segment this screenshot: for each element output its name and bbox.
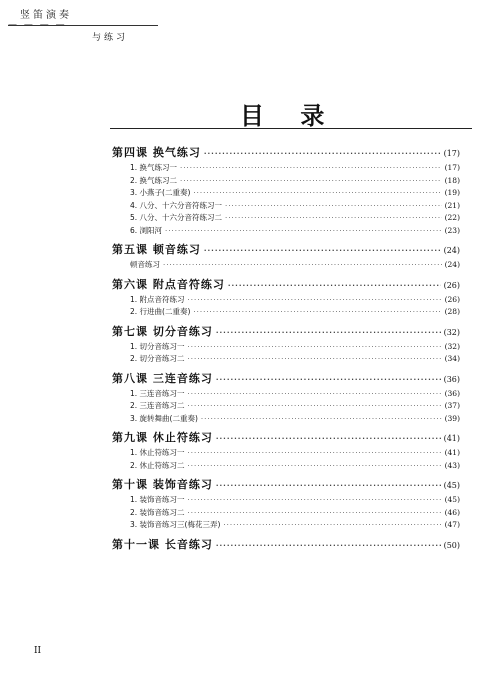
leader-dots bbox=[188, 449, 442, 457]
item-title: 3. 旋转舞曲(二重奏) bbox=[130, 413, 198, 423]
item-page: (45) bbox=[444, 495, 460, 504]
toc-item-entry bbox=[112, 494, 460, 507]
toc-item-entry bbox=[112, 162, 460, 175]
item-page: (41) bbox=[444, 448, 460, 457]
lesson-page: (36) bbox=[443, 374, 460, 384]
leader-dots bbox=[188, 343, 442, 351]
leader-dots bbox=[204, 150, 441, 158]
leader-dots bbox=[216, 482, 441, 490]
toc-item-entry bbox=[112, 212, 460, 225]
toc-lesson-entry bbox=[112, 276, 460, 290]
item-page: (17) bbox=[444, 163, 460, 172]
toc-item-entry bbox=[112, 187, 460, 200]
toc-item-entry bbox=[112, 294, 460, 307]
lesson-title: 第八课 三连音练习 bbox=[112, 371, 213, 384]
header-dashes: — — — — bbox=[8, 20, 67, 30]
item-page: (37) bbox=[444, 401, 460, 410]
leader-dots bbox=[193, 308, 441, 316]
toc-lesson-entry bbox=[112, 476, 460, 490]
lesson-page: (32) bbox=[443, 327, 460, 337]
leader-dots bbox=[225, 202, 442, 210]
leader-dots bbox=[188, 509, 442, 517]
lesson-page: (50) bbox=[443, 540, 460, 550]
leader-dots bbox=[188, 462, 442, 470]
leader-dots bbox=[204, 247, 441, 255]
leader-dots bbox=[180, 164, 442, 172]
title-rule bbox=[110, 128, 472, 129]
leader-dots bbox=[193, 189, 441, 197]
leader-dots bbox=[216, 329, 441, 337]
leader-dots bbox=[228, 282, 441, 290]
lesson-page: (45) bbox=[443, 481, 460, 490]
leader-dots bbox=[188, 390, 442, 398]
item-page: (24) bbox=[444, 260, 460, 269]
toc-item-entry bbox=[112, 306, 460, 319]
item-title: 2. 行进曲(二重奏) bbox=[130, 307, 191, 316]
lesson-title: 第四课 换气练习 bbox=[112, 146, 201, 158]
toc-item-entry bbox=[112, 225, 460, 238]
leader-dots bbox=[188, 402, 442, 410]
item-title: 4. 八分、十六分音符练习一 bbox=[130, 200, 223, 210]
item-title: 2. 换气练习二 bbox=[130, 175, 178, 185]
toc-item-entry bbox=[112, 353, 460, 366]
item-title: 2. 装饰音练习二 bbox=[130, 507, 185, 517]
toc-lesson-entry bbox=[112, 241, 460, 255]
leader-dots bbox=[225, 214, 442, 222]
toc-lesson-entry bbox=[112, 323, 460, 337]
book-title: 竖笛演奏 bbox=[20, 10, 72, 21]
lesson-title: 第十一课 长音练习 bbox=[112, 537, 213, 550]
toc-lesson-entry bbox=[112, 144, 460, 158]
item-title: 1. 换气练习一 bbox=[130, 163, 178, 172]
toc-lesson-entry bbox=[112, 429, 460, 443]
toc-lesson-entry bbox=[112, 536, 460, 550]
item-title: 5. 八分、十六分音符练习二 bbox=[130, 213, 223, 222]
toc-item-entry bbox=[112, 175, 460, 188]
leader-dots bbox=[223, 521, 441, 529]
lesson-title: 第十课 装饰音练习 bbox=[112, 478, 213, 490]
toc-item-entry bbox=[112, 200, 460, 213]
leader-dots bbox=[216, 542, 441, 550]
item-title: 6. 浏阳河 bbox=[130, 225, 163, 235]
item-page: (26) bbox=[444, 294, 460, 304]
toc-item-entry bbox=[112, 447, 460, 460]
leader-dots bbox=[216, 376, 441, 384]
item-page: (46) bbox=[444, 507, 460, 517]
leader-dots bbox=[188, 355, 442, 363]
header-rule bbox=[8, 25, 158, 26]
item-page: (22) bbox=[444, 213, 460, 222]
item-page: (18) bbox=[444, 175, 460, 185]
page-number: II bbox=[34, 646, 42, 656]
item-title: 1. 切分音练习一 bbox=[130, 341, 185, 351]
toc-item-entry bbox=[112, 460, 460, 473]
item-page: (39) bbox=[444, 413, 460, 423]
item-title: 1. 附点音符练习 bbox=[130, 294, 185, 304]
item-title: 3. 装饰音练习三(梅花三弄) bbox=[130, 520, 221, 529]
item-title: 2. 休止符练习二 bbox=[130, 460, 185, 470]
lesson-page: (17) bbox=[443, 149, 460, 158]
item-page: (23) bbox=[444, 225, 460, 235]
lesson-page: (41) bbox=[443, 434, 460, 443]
item-page: (19) bbox=[444, 188, 460, 197]
item-page: (21) bbox=[444, 200, 460, 210]
item-title: 2. 切分音练习二 bbox=[130, 354, 185, 363]
leader-dots bbox=[201, 415, 442, 423]
item-page: (34) bbox=[444, 354, 460, 363]
leader-dots bbox=[188, 296, 442, 304]
toc-item-entry bbox=[112, 388, 460, 401]
toc-item-entry bbox=[112, 413, 460, 426]
leader-dots bbox=[165, 227, 442, 235]
toc-lesson-entry bbox=[112, 370, 460, 384]
running-header bbox=[8, 6, 168, 46]
toc-item-entry bbox=[112, 507, 460, 520]
item-page: (43) bbox=[444, 460, 460, 470]
item-title: 1. 装饰音练习一 bbox=[130, 495, 185, 504]
item-page: (28) bbox=[444, 307, 460, 316]
page-title: 目 录 bbox=[240, 101, 339, 130]
item-title: 3. 小燕子(二重奏) bbox=[130, 188, 191, 197]
lesson-page: (24) bbox=[443, 246, 460, 255]
item-page: (36) bbox=[444, 388, 460, 398]
lesson-title: 第九课 休止符练习 bbox=[112, 431, 213, 443]
table-of-contents bbox=[112, 144, 460, 550]
lesson-title: 第七课 切分音练习 bbox=[112, 324, 213, 337]
toc-item-entry bbox=[112, 259, 460, 272]
item-title: 1. 休止符练习一 bbox=[130, 448, 185, 457]
lesson-title: 第六课 附点音符练习 bbox=[112, 277, 225, 290]
leader-dots bbox=[188, 496, 442, 504]
item-title: 顿音练习 bbox=[130, 260, 160, 269]
item-page: (32) bbox=[444, 341, 460, 351]
leader-dots bbox=[163, 261, 442, 269]
book-subtitle: 与练习 bbox=[92, 33, 129, 43]
leader-dots bbox=[216, 435, 441, 443]
toc-item-entry bbox=[112, 519, 460, 532]
leader-dots bbox=[180, 177, 442, 185]
lesson-page: (26) bbox=[443, 280, 460, 290]
item-title: 2. 三连音练习二 bbox=[130, 401, 185, 410]
item-title: 1. 三连音练习一 bbox=[130, 388, 185, 398]
lesson-title: 第五课 顿音练习 bbox=[112, 243, 201, 255]
toc-item-entry bbox=[112, 341, 460, 354]
toc-item-entry bbox=[112, 400, 460, 413]
item-page: (47) bbox=[444, 520, 460, 529]
